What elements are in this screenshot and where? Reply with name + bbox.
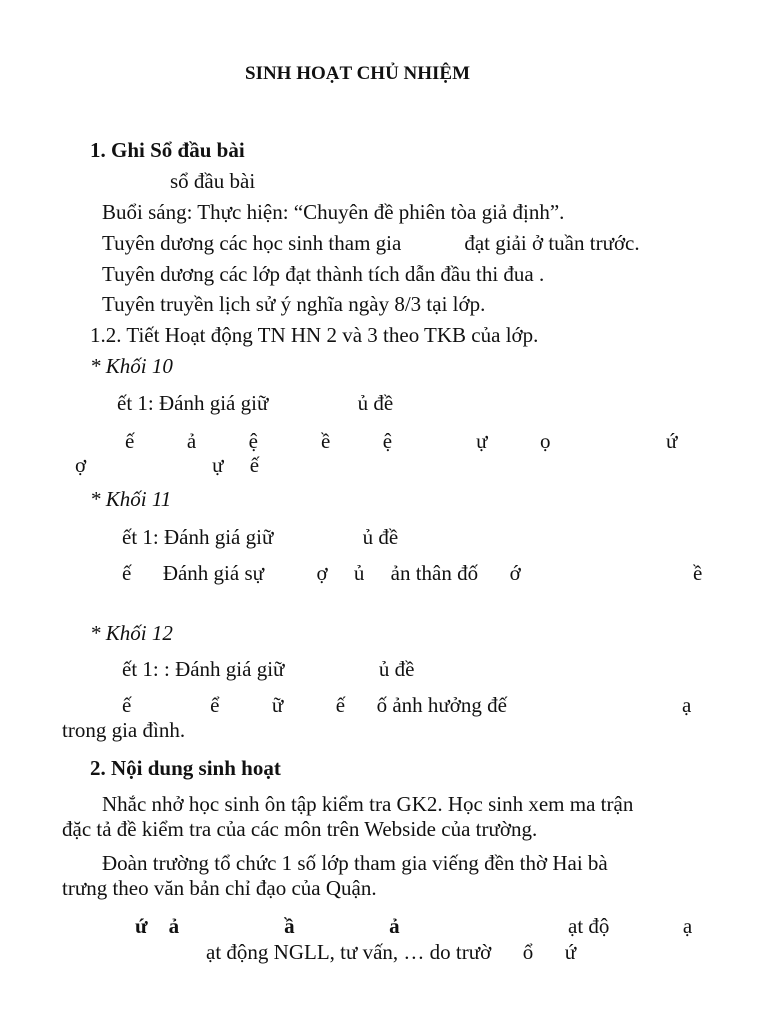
section-2-paragraph: Đoàn trường tổ chức 1 số lớp tham gia viếng đền thờ Hai bà	[102, 851, 608, 875]
khoi-11-line: ết 1: Đánh giá giữ ủ đề	[122, 525, 399, 549]
page-title: SINH HOẠT CHỦ NHIỆM	[245, 63, 471, 84]
section-1-line: Tuyên truyền lịch sử ý nghĩa ngày 8/3 tại lớp.	[102, 292, 486, 316]
khoi-11-line: ế Đánh giá sự ợ ủ ản thân đố ớ	[122, 561, 521, 585]
khoi-10-line: ế ả ệ ề ệ ự ọ ứ	[125, 429, 678, 453]
khoi-12-line: ết 1: : Đánh giá giữ ủ đề	[122, 657, 415, 681]
khoi-10-label: * Khối 10	[90, 354, 173, 378]
section-2-fragment: ạt độ ạ	[568, 914, 693, 938]
section-2-fragment: ạt động NGLL, tư vấn, … do trườ ổ ứ	[206, 940, 577, 964]
khoi-11-label: * Khối 11	[90, 487, 172, 511]
section-1-line: Buổi sáng: Thực hiện: “Chuyên đề phiên tòa giả định”.	[102, 200, 565, 224]
khoi-12-line-end: ạ	[682, 693, 692, 717]
khoi-12-label: * Khối 12	[90, 621, 173, 645]
section-2-paragraph: Nhắc nhở học sinh ôn tập kiểm tra GK2. Học sinh xem ma trận	[102, 792, 634, 816]
section-2-heading: 2. Nội dung sinh hoạt	[90, 756, 281, 780]
section-1-line: Tuyên dương các học sinh tham gia đạt giải ở tuần trước.	[102, 231, 640, 255]
section-1-line: sổ đầu bài	[170, 169, 256, 193]
section-1-line: 1.2. Tiết Hoạt động TN HN 2 và 3 theo TKB của lớp.	[90, 323, 539, 347]
section-2-paragraph: đặc tả đề kiểm tra của các môn trên Webside của trường.	[62, 817, 538, 841]
section-2-paragraph: trưng theo văn bản chỉ đạo của Quận.	[62, 876, 377, 900]
khoi-10-line: ợ ự ế	[75, 453, 260, 477]
khoi-10-line: ết 1: Đánh giá giữ ủ đề	[117, 391, 394, 415]
khoi-12-line: ế ể ữ ế ố ảnh hưởng đế	[122, 693, 507, 717]
section-2-fragment: ứ ả ầ ả	[135, 914, 400, 938]
khoi-11-line-end: ề	[693, 561, 703, 585]
khoi-12-line: trong gia đình.	[62, 718, 186, 742]
section-1-heading: 1. Ghi Sổ đầu bài	[90, 138, 245, 162]
section-1-line: Tuyên dương các lớp đạt thành tích dẫn đầu thi đua .	[102, 262, 545, 286]
